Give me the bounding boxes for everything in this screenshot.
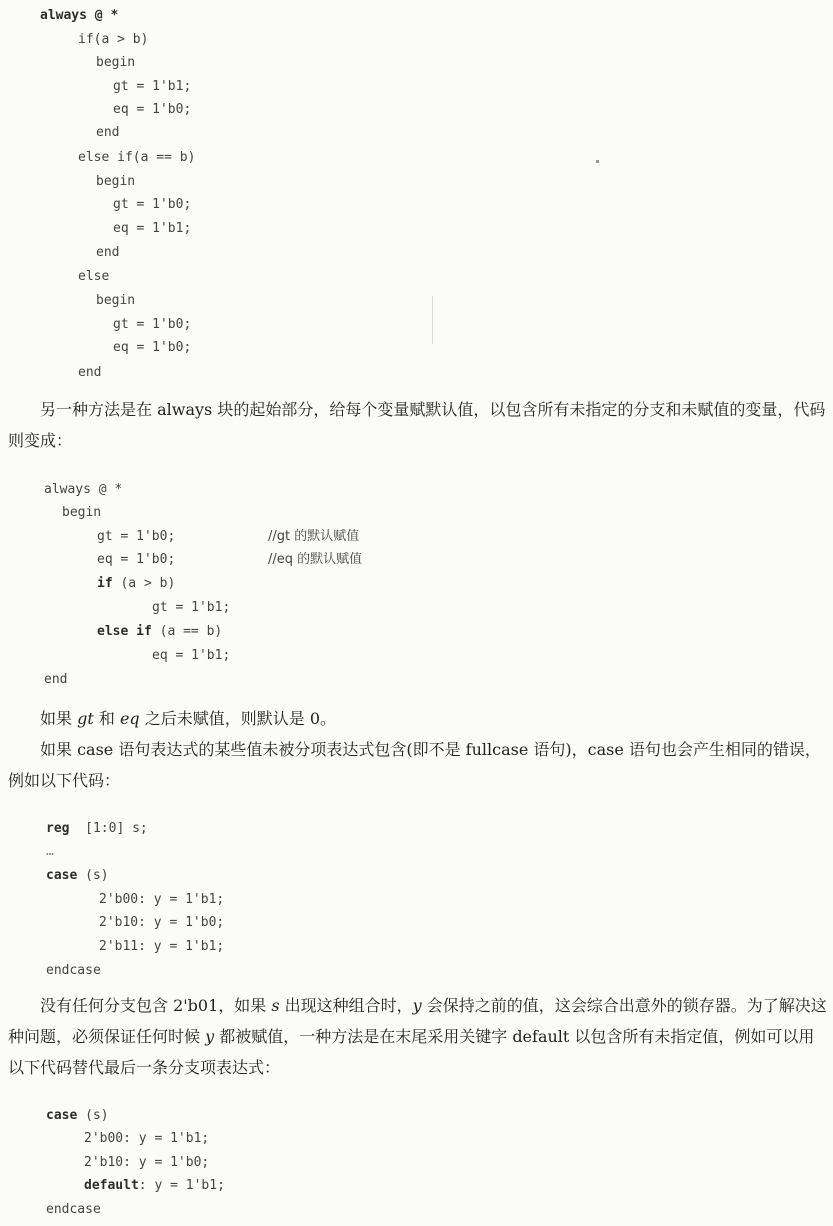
- scan-artifact: [432, 296, 433, 344]
- code-line: …: [46, 844, 54, 859]
- text-run: 如果: [40, 709, 78, 728]
- code-line: eq = 1'b0;: [113, 340, 192, 355]
- math-variable: s: [271, 996, 280, 1015]
- code-line: [97, 572, 175, 596]
- code-line: eq = 1'b0;: [97, 552, 176, 567]
- code-line: 2'b11: y = 1'b1;: [99, 939, 225, 954]
- code-text: [1:0] s;: [69, 821, 148, 836]
- code-line: gt = 1'b0;: [113, 197, 192, 212]
- code-line: begin: [62, 505, 102, 520]
- code-line: 2'b00: y = 1'b1;: [99, 892, 225, 907]
- code-line: begin: [96, 55, 136, 70]
- code-line: eq = 1'b1;: [152, 648, 231, 663]
- code-line: eq = 1'b1;: [113, 221, 192, 236]
- math-variable: gt: [77, 709, 94, 728]
- code-line: gt = 1'b0;: [113, 317, 192, 332]
- code-text: (a > b): [112, 576, 176, 591]
- code-keyword: reg: [46, 821, 70, 836]
- text-run: 没有任何分支包含 2'b01，如果: [40, 996, 272, 1015]
- code-line: [46, 864, 109, 888]
- code-line: eq = 1'b0;: [113, 102, 192, 117]
- code-comment: //eq 的默认赋值: [268, 552, 363, 567]
- code-line: 2'b10: y = 1'b0;: [99, 915, 225, 930]
- code-line: else if(a == b): [78, 150, 196, 165]
- math-variable: y: [412, 996, 422, 1015]
- code-line: else: [78, 269, 110, 284]
- paragraph: 另一种方法是在 always 块的起始部分，给每个变量赋默认值，以包含所有未指定的分支和未赋值的变量，代码则变成：: [8, 400, 826, 450]
- paragraph: [8, 990, 828, 1083]
- text-run: 会保持之前的值，这会综合出意外的锁存器。为了解决这种问题，必须保证任何时候: [8, 996, 827, 1046]
- code-line: gt = 1'b0;: [97, 529, 176, 544]
- code-line: 2'b00: y = 1'b1;: [84, 1131, 210, 1146]
- code-line: endcase: [46, 1202, 101, 1217]
- code-comment: //gt 的默认赋值: [268, 529, 360, 544]
- code-line: gt = 1'b1;: [152, 600, 231, 615]
- code-line: [46, 817, 148, 841]
- code-line: [84, 1174, 225, 1198]
- code-line: end: [96, 245, 120, 260]
- code-line: 2'b10: y = 1'b0;: [84, 1155, 210, 1170]
- code-keyword: default: [84, 1178, 139, 1193]
- code-text: : y = 1'b1;: [138, 1178, 225, 1193]
- code-keyword: case: [46, 1108, 78, 1123]
- code-line: begin: [96, 293, 136, 308]
- code-line: [97, 620, 222, 644]
- code-text: (a == b): [151, 624, 223, 639]
- code-text: (s): [77, 1108, 109, 1123]
- scan-artifact: [596, 160, 599, 163]
- code-line: [40, 4, 118, 28]
- code-line: if(a > b): [78, 32, 149, 47]
- text-run: 出现这种组合时，: [279, 996, 413, 1015]
- code-keyword: case: [46, 868, 78, 883]
- code-line: gt = 1'b1;: [113, 79, 192, 94]
- code-line: begin: [96, 174, 136, 189]
- code-line: end: [44, 672, 68, 687]
- code-line: end: [78, 365, 102, 380]
- text-run: 和: [93, 709, 120, 728]
- code-line: always @ *: [44, 482, 123, 497]
- math-variable: y: [205, 1027, 215, 1046]
- code-text: (s): [77, 868, 109, 883]
- paragraph: [40, 703, 820, 734]
- math-variable: eq: [119, 709, 140, 728]
- code-keyword: always @ *: [40, 8, 119, 23]
- code-line: endcase: [46, 963, 101, 978]
- code-keyword: if: [97, 576, 113, 591]
- code-keyword: else if: [97, 624, 152, 639]
- text-run: 都被赋值，一种方法是在末尾采用关键字 default 以包含所有未指定值，例如可以用以下代码替代最后一条分支项表达式：: [8, 1027, 815, 1077]
- code-line: [46, 1104, 109, 1128]
- paragraph: 如果 case 语句表达式的某些值未被分项表达式包含(即不是 fullcase 语句)，case 语句也会产生相同的错误，例如以下代码：: [8, 740, 821, 790]
- code-line: end: [96, 125, 120, 140]
- text-run: 之后未赋值，则默认是 0。: [139, 709, 337, 728]
